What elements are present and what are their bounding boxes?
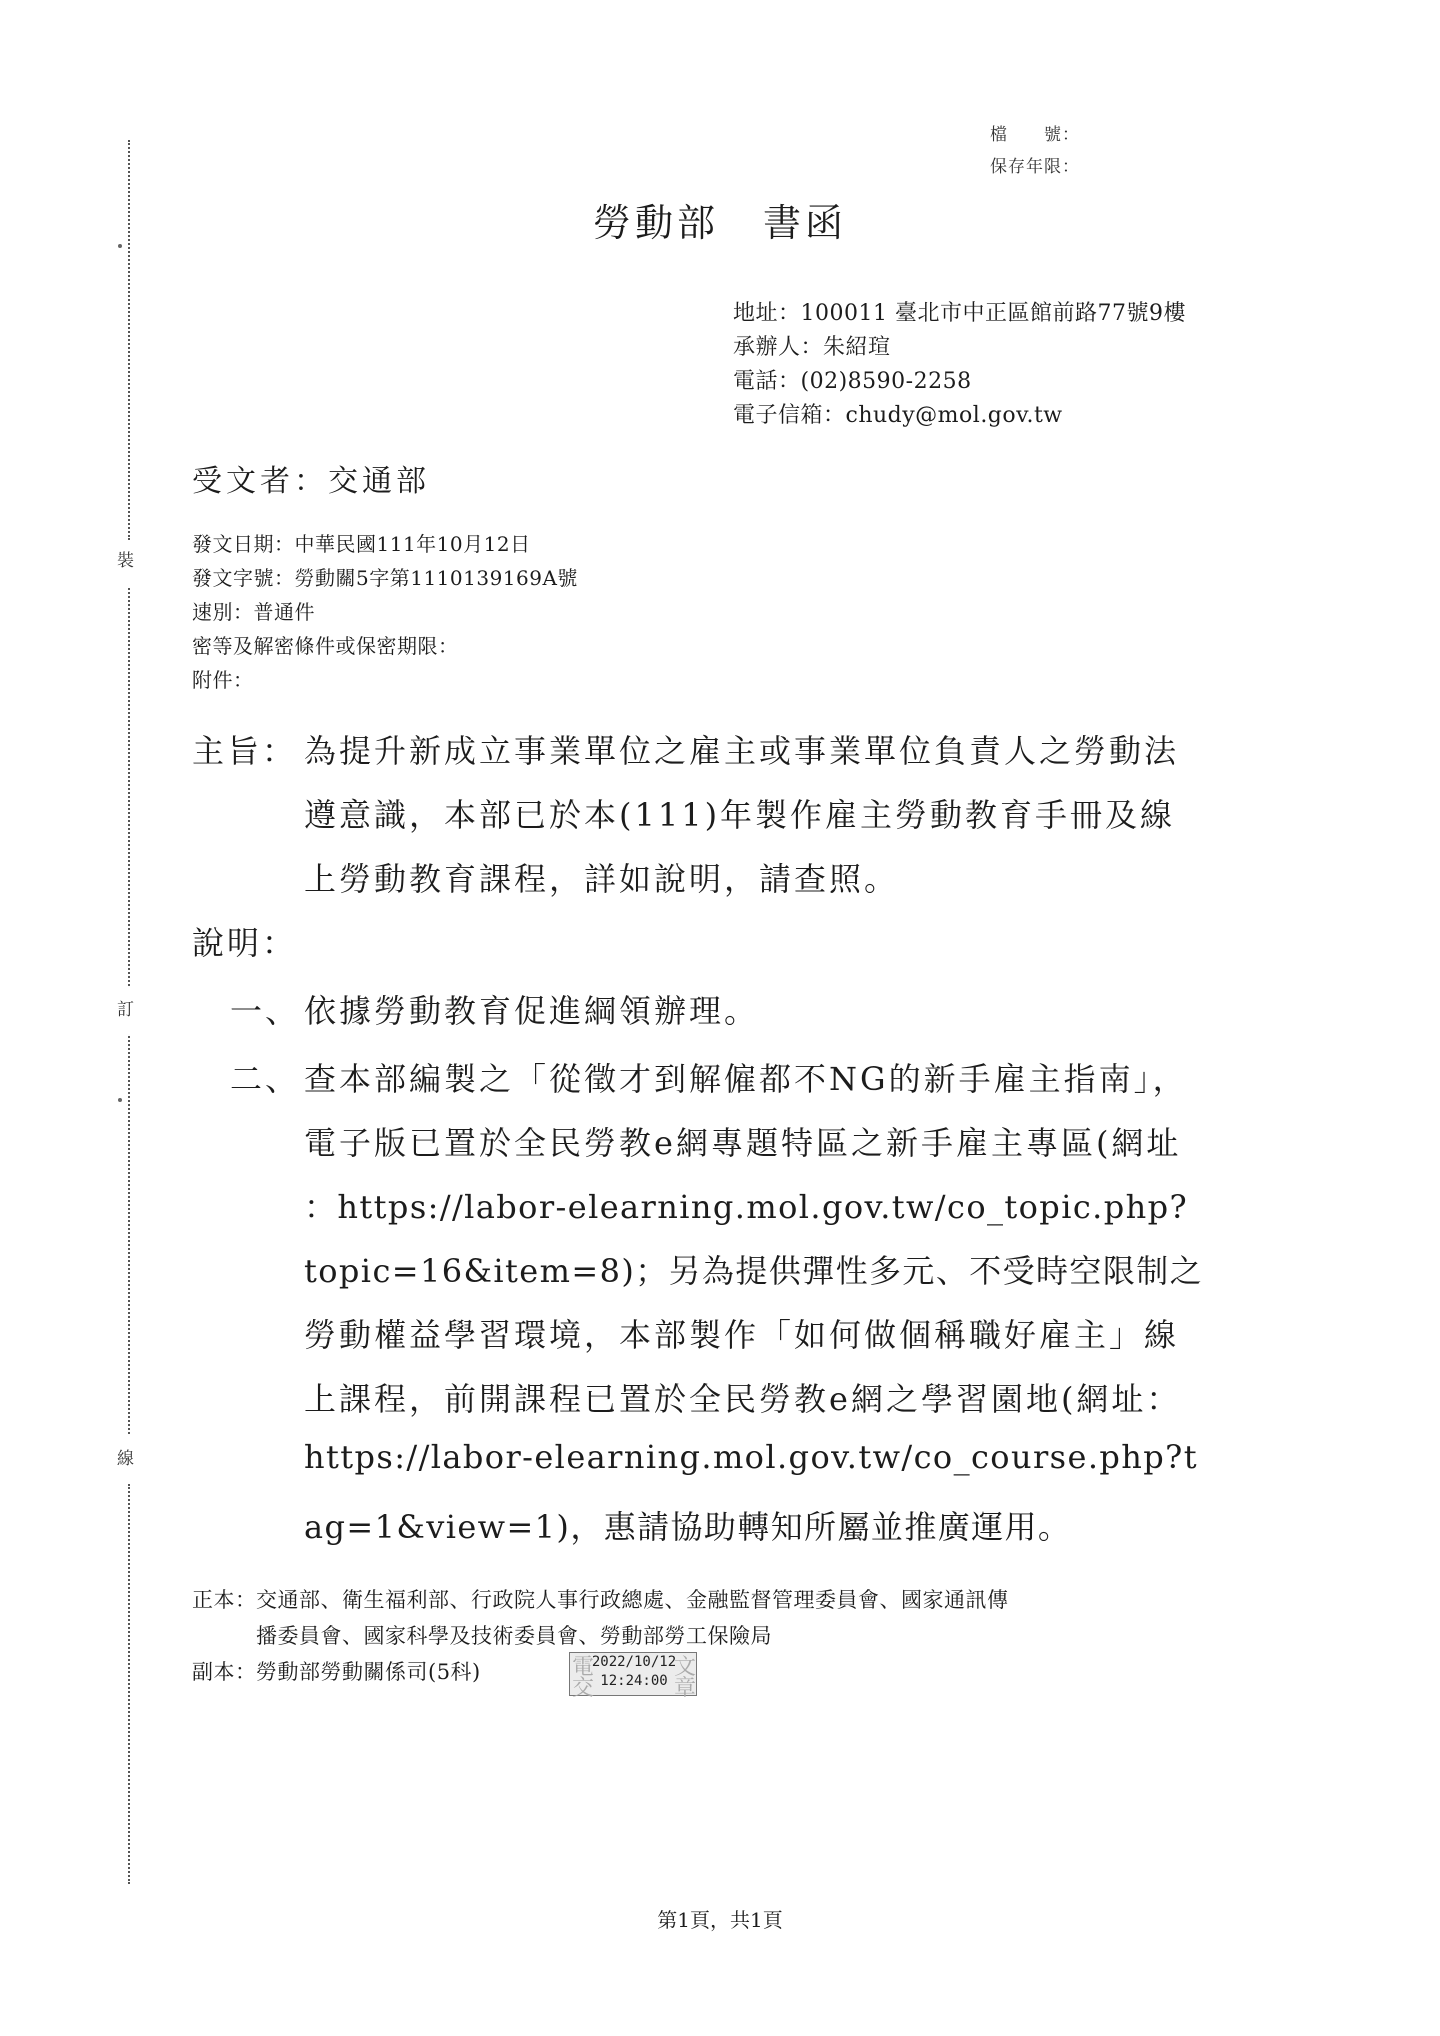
binding-line-bottom (128, 1484, 130, 1884)
contact-officer: 承辦人：朱紹瑄 (733, 335, 891, 360)
exchange-stamp (569, 1652, 697, 1701)
binding-char-zhuang: 裝 (117, 551, 134, 571)
stamp-char: 交 (572, 1676, 595, 1701)
explanation-item-marker: 一、 (230, 992, 301, 1030)
binding-char-xian: 線 (117, 1449, 134, 1469)
copy-recipients: 勞動部勞動關係司(5科) (256, 1660, 481, 1684)
stamp-date: 2022/10/12 (591, 1654, 677, 1670)
stamp-char: 章 (674, 1676, 697, 1701)
binding-line-mid1 (128, 588, 130, 986)
attachment: 附件： (192, 668, 254, 692)
subject-label: 主旨： (192, 732, 298, 770)
contact-address: 地址：100011 臺北市中正區館前路77號9樓 (733, 301, 1186, 326)
explanation-item-marker: 二、 (230, 1060, 301, 1098)
explanation-item-line: 勞動權益學習環境，本部製作「如何做個稱職好雇主」線 (304, 1316, 1180, 1354)
explanation-item-line: 電子版已置於全民勞教e網專題特區之新手雇主專區(網址 (304, 1124, 1182, 1162)
original-recipients-label: 正本： (192, 1588, 257, 1612)
file-number-label: 檔 號： (990, 125, 1080, 145)
explanation-item-line: ag=1&view=1)，惠請協助轉知所屬並推廣運用。 (304, 1508, 1072, 1546)
recipient: 受文者：交通部 (192, 464, 430, 499)
secrecy-level: 密等及解密條件或保密期限： (192, 634, 459, 658)
stamp-datetime (588, 1653, 680, 1691)
stamp-char: 文 (674, 1655, 697, 1680)
page-number: 第1頁，共1頁 (657, 1908, 783, 1932)
binding-char-ding: 訂 (117, 1000, 134, 1020)
copy-recipients-label: 副本： (192, 1660, 257, 1684)
original-recipients: 交通部、衛生福利部、行政院人事行政總處、金融監督管理委員會、國家通訊傳 (256, 1588, 1009, 1612)
subject-line: 遵意識，本部已於本(111)年製作雇主勞動教育手冊及線 (304, 796, 1176, 834)
document-number: 發文字號：勞動關5字第1110139169A號 (192, 566, 578, 590)
subject-line: 上勞動教育課程，詳如說明，請查照。 (304, 860, 900, 898)
stamp-char: 電 (572, 1655, 595, 1680)
explanation-item-line: topic=16&item=8)；另為提供彈性多元、不受時空限制之 (304, 1252, 1204, 1290)
document-type: 書函 (763, 201, 848, 245)
binding-line-mid2 (128, 1036, 130, 1434)
contact-email: 電子信箱：chudy@mol.gov.tw (733, 403, 1063, 428)
agency-name: 勞動部 (592, 201, 719, 245)
explanation-item-line: ：https://labor-elearning.mol.gov.tw/co_topic.php? (304, 1188, 1189, 1226)
explanation-label: 說明： (192, 924, 298, 962)
scan-dot (118, 1098, 122, 1102)
explanation-item-line: 上課程，前開課程已置於全民勞教e網之學習園地(網址： (304, 1380, 1182, 1418)
retention-label: 保存年限： (990, 157, 1080, 177)
explanation-item-text: 依據勞動教育促進綱領辦理。 (304, 992, 760, 1030)
explanation-item-line: 查本部編製之「從徵才到解僱都不NG的新手雇主指南」， (304, 1060, 1188, 1098)
page-title (0, 192, 1440, 247)
explanation-item-line: https://labor-elearning.mol.gov.tw/co_course.php?t (304, 1438, 1198, 1476)
stamp-time: 12:24:00 (600, 1673, 668, 1689)
subject-line: 為提升新成立事業單位之雇主或事業單位負責人之勞動法 (304, 732, 1180, 770)
delivery-speed: 速別：普通件 (192, 600, 315, 624)
issue-date: 發文日期：中華民國111年10月12日 (192, 532, 531, 556)
original-recipients: 播委員會、國家科學及技術委員會、勞動部勞工保險局 (256, 1624, 772, 1648)
contact-phone: 電話：(02)8590-2258 (733, 369, 972, 394)
